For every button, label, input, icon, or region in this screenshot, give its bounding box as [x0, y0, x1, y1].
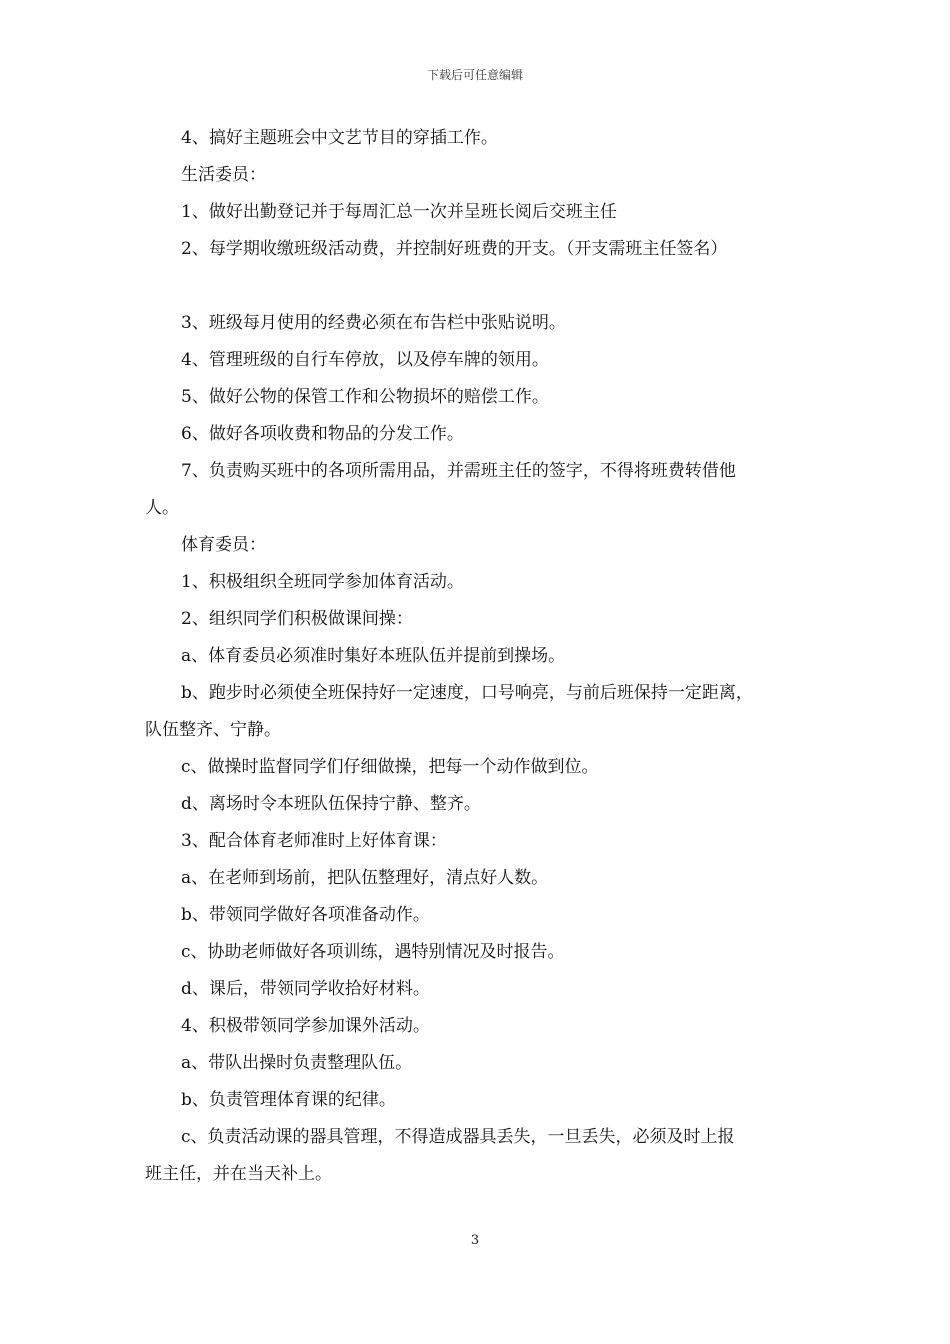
- paragraph-line-continuation: 队伍整齐、宁静。: [145, 720, 281, 740]
- paragraph-line: b、跑步时必须使全班保持好一定速度，口号响亮，与前后班保持一定距离，: [181, 683, 753, 703]
- paragraph-line-continuation: 人。: [145, 498, 179, 518]
- paragraph-line: c、做操时监督同学们仔细做操，把每一个动作做到位。: [181, 757, 599, 777]
- paragraph-line: b、负责管理体育课的纪律。: [181, 1090, 396, 1110]
- paragraph-line: 4、搞好主题班会中文艺节目的穿插工作。: [181, 128, 498, 148]
- document-body: [145, 120, 815, 1193]
- paragraph-line: 6、做好各项收费和物品的分发工作。: [181, 424, 464, 444]
- paragraph-line: c、负责活动课的器具管理，不得造成器具丢失，一旦丢失，必须及时上报: [181, 1127, 735, 1147]
- paragraph-line: c、协助老师做好各项训练，遇特别情况及时报告。: [181, 942, 565, 962]
- paragraph-line: b、带领同学做好各项准备动作。: [181, 905, 430, 925]
- paragraph-line: 1、积极组织全班同学参加体育活动。: [181, 572, 464, 592]
- paragraph-line: 7、负责购买班中的各项所需用品，并需班主任的签字，不得将班费转借他: [181, 461, 736, 481]
- paragraph-line: 2、组织同学们积极做课间操：: [181, 609, 413, 629]
- paragraph-line: 4、管理班级的自行车停放，以及停车牌的领用。: [181, 350, 549, 370]
- paragraph-line: 3、班级每月使用的经费必须在布告栏中张贴说明。: [181, 313, 566, 333]
- paragraph-line: 4、积极带领同学参加课外活动。: [181, 1016, 430, 1036]
- page-number: 3: [470, 1233, 480, 1248]
- paragraph-line: 3、配合体育老师准时上好体育课：: [181, 831, 447, 851]
- paragraph-line: 2、每学期收缴班级活动费，并控制好班费的开支。（开支需班主任签名）: [181, 239, 728, 259]
- blank-gap: [145, 268, 815, 305]
- section-heading-sports-committee: 体育委员：: [181, 535, 266, 555]
- paragraph-line: a、在老师到场前，把队伍整理好，清点好人数。: [181, 868, 549, 888]
- paragraph-line: 5、做好公物的保管工作和公物损坏的赔偿工作。: [181, 387, 549, 407]
- paragraph-line-continuation: 班主任，并在当天补上。: [145, 1164, 332, 1184]
- paragraph-line: a、带队出操时负责整理队伍。: [181, 1053, 413, 1073]
- page-header: 下载后可任意编辑: [426, 68, 523, 82]
- paragraph-line: 1、做好出勤登记并于每周汇总一次并呈班长阅后交班主任: [181, 202, 617, 222]
- paragraph-line: d、课后，带领同学收拾好材料。: [181, 979, 430, 999]
- section-heading-life-committee: 生活委员：: [181, 165, 266, 185]
- paragraph-line: d、离场时令本班队伍保持宁静、整齐。: [181, 794, 481, 814]
- paragraph-line: a、体育委员必须准时集好本班队伍并提前到操场。: [181, 646, 566, 666]
